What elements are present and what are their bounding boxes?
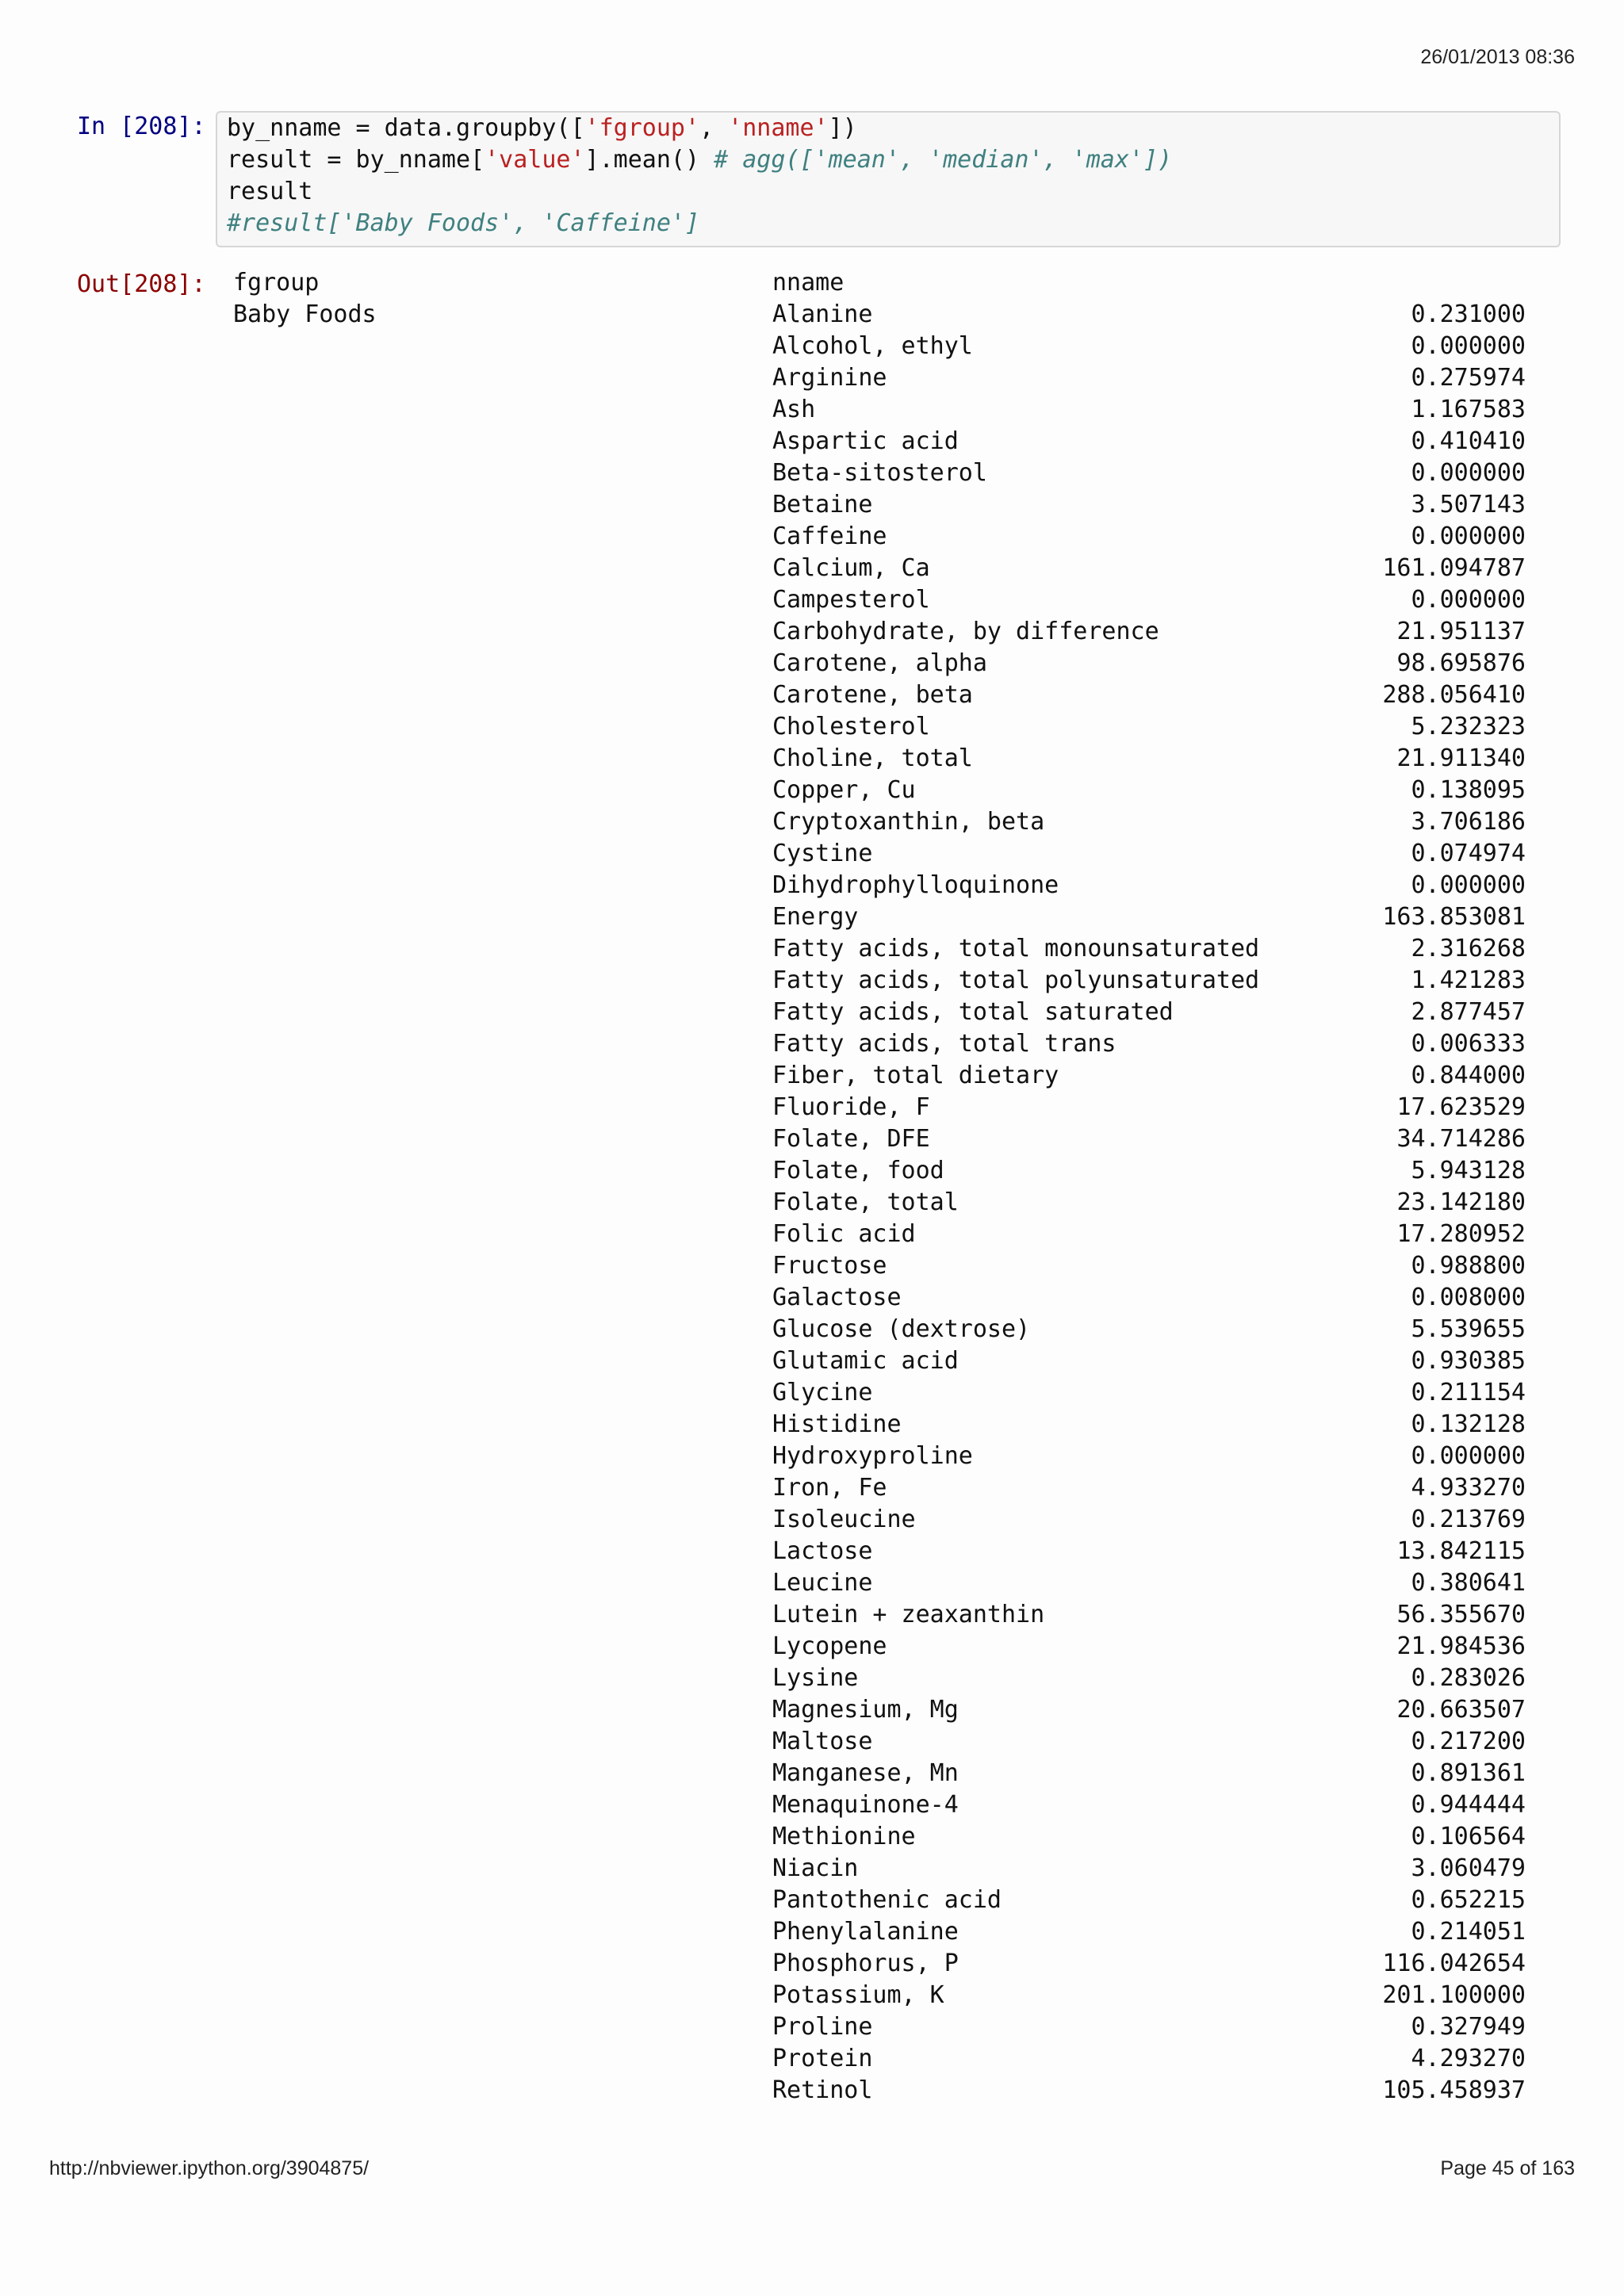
- table-row: [772, 1157, 1526, 1188]
- group-label: Baby Foods: [233, 300, 377, 328]
- table-row: [772, 586, 1526, 618]
- table-row: [772, 1030, 1526, 1062]
- row-value: 34.714286: [1396, 1125, 1526, 1153]
- table-row: [772, 1791, 1526, 1823]
- row-value: 288.056410: [1382, 681, 1526, 709]
- row-name: Carotene, alpha: [772, 649, 987, 677]
- row-value: 0.000000: [1411, 522, 1526, 550]
- row-value: 17.280952: [1396, 1220, 1526, 1248]
- row-name: Manganese, Mn: [772, 1759, 959, 1787]
- row-value: 56.355670: [1396, 1601, 1526, 1628]
- row-value: 0.074974: [1411, 840, 1526, 867]
- table-row: [772, 618, 1526, 649]
- row-name: Niacin: [772, 1854, 859, 1882]
- row-value: 0.000000: [1411, 459, 1526, 487]
- row-name: Cystine: [772, 840, 873, 867]
- table-row: [772, 1315, 1526, 1347]
- row-name: Menaquinone-4: [772, 1791, 959, 1819]
- table-row: [772, 935, 1526, 966]
- table-row: [772, 554, 1526, 586]
- row-value: 0.008000: [1411, 1284, 1526, 1311]
- row-value: 4.293270: [1411, 2045, 1526, 2072]
- table-row: [772, 427, 1526, 459]
- page-timestamp: 26/01/2013 08:36: [1420, 46, 1575, 68]
- row-value: 0.214051: [1411, 1918, 1526, 1946]
- table-row: [772, 998, 1526, 1030]
- table-row: [772, 1188, 1526, 1220]
- row-name: Caffeine: [772, 522, 887, 550]
- table-row: [772, 1664, 1526, 1696]
- row-value: 0.327949: [1411, 2013, 1526, 2041]
- table-row: [772, 522, 1526, 554]
- row-name: Proline: [772, 2013, 873, 2041]
- row-value: 0.000000: [1411, 871, 1526, 899]
- row-name: Fatty acids, total monounsaturated: [772, 935, 1260, 962]
- row-value: 0.217200: [1411, 1728, 1526, 1755]
- row-name: Arginine: [772, 364, 887, 392]
- page-number: Page 45 of 163: [1440, 2157, 1575, 2179]
- table-row: [772, 776, 1526, 808]
- table-row: [772, 300, 1526, 332]
- row-value: 1.167583: [1411, 396, 1526, 423]
- row-value: 116.042654: [1382, 1950, 1526, 1977]
- table-row: [772, 681, 1526, 713]
- row-name: Protein: [772, 2045, 873, 2072]
- row-name: Glutamic acid: [772, 1347, 959, 1375]
- row-value: 21.984536: [1396, 1632, 1526, 1660]
- row-name: Campesterol: [772, 586, 930, 614]
- table-row: [772, 1093, 1526, 1125]
- row-value: 4.933270: [1411, 1474, 1526, 1502]
- row-name: Fiber, total dietary: [772, 1062, 1059, 1089]
- row-value: 17.623529: [1396, 1093, 1526, 1121]
- table-row: [772, 1854, 1526, 1886]
- row-value: 0.380641: [1411, 1569, 1526, 1597]
- row-name: Glucose (dextrose): [772, 1315, 1031, 1343]
- row-value: 13.842115: [1396, 1537, 1526, 1565]
- table-row: [772, 1442, 1526, 1474]
- row-value: 0.988800: [1411, 1252, 1526, 1280]
- row-value: 0.930385: [1411, 1347, 1526, 1375]
- row-value: 201.100000: [1382, 1981, 1526, 2009]
- table-row: [772, 1728, 1526, 1759]
- output-prompt: Out[208]:: [77, 270, 206, 298]
- table-row: [772, 966, 1526, 998]
- row-name: Hydroxyproline: [772, 1442, 973, 1470]
- row-name: Copper, Cu: [772, 776, 916, 804]
- row-value: 105.458937: [1382, 2076, 1526, 2104]
- row-name: Fructose: [772, 1252, 887, 1280]
- row-name: Folate, DFE: [772, 1125, 930, 1153]
- table-row: [772, 649, 1526, 681]
- row-name: Fluoride, F: [772, 1093, 930, 1121]
- table-row: [772, 903, 1526, 935]
- row-name: Carotene, beta: [772, 681, 973, 709]
- table-row: [772, 1601, 1526, 1632]
- table-row: [772, 1918, 1526, 1950]
- row-name: Fatty acids, total saturated: [772, 998, 1174, 1026]
- footer-url[interactable]: http://nbviewer.ipython.org/3904875/: [49, 2157, 370, 2179]
- table-row: [772, 396, 1526, 427]
- table-row: [772, 1569, 1526, 1601]
- row-name: Retinol: [772, 2076, 873, 2104]
- row-value: 5.539655: [1411, 1315, 1526, 1343]
- row-name: Fatty acids, total trans: [772, 1030, 1116, 1058]
- row-name: Maltose: [772, 1728, 873, 1755]
- table-row: [772, 2013, 1526, 2045]
- row-value: 161.094787: [1382, 554, 1526, 582]
- row-value: 21.951137: [1396, 618, 1526, 645]
- row-value: 0.944444: [1411, 1791, 1526, 1819]
- row-name: Folic acid: [772, 1220, 916, 1248]
- table-row: [772, 1759, 1526, 1791]
- table-row: [772, 1410, 1526, 1442]
- column-header-nname: nname: [772, 269, 845, 297]
- row-value: 0.410410: [1411, 427, 1526, 455]
- code-line-3: result: [227, 178, 313, 205]
- table-row: [772, 1062, 1526, 1093]
- table-row: [772, 1474, 1526, 1506]
- table-row: [772, 1981, 1526, 2013]
- row-value: 5.232323: [1411, 713, 1526, 740]
- row-name: Folate, total: [772, 1188, 959, 1216]
- row-value: 2.877457: [1411, 998, 1526, 1026]
- table-row: [772, 1886, 1526, 1918]
- row-value: 3.706186: [1411, 808, 1526, 836]
- table-row: [772, 1347, 1526, 1379]
- row-name: Ash: [772, 396, 816, 423]
- row-name: Isoleucine: [772, 1506, 916, 1533]
- table-row: [772, 1220, 1526, 1252]
- row-name: Dihydrophylloquinone: [772, 871, 1059, 899]
- table-row: [772, 744, 1526, 776]
- table-row: [772, 1537, 1526, 1569]
- row-name: Leucine: [772, 1569, 873, 1597]
- row-name: Phosphorus, P: [772, 1950, 959, 1977]
- row-value: 0.106564: [1411, 1823, 1526, 1850]
- row-value: 0.891361: [1411, 1759, 1526, 1787]
- row-name: Aspartic acid: [772, 427, 959, 455]
- row-name: Lactose: [772, 1537, 873, 1565]
- row-value: 21.911340: [1396, 744, 1526, 772]
- table-row: [772, 808, 1526, 840]
- row-name: Lycopene: [772, 1632, 887, 1660]
- row-value: 5.943128: [1411, 1157, 1526, 1184]
- row-value: 163.853081: [1382, 903, 1526, 931]
- row-name: Carbohydrate, by difference: [772, 618, 1159, 645]
- row-name: Glycine: [772, 1379, 873, 1406]
- row-name: Fatty acids, total polyunsaturated: [772, 966, 1260, 994]
- row-name: Energy: [772, 903, 859, 931]
- row-name: Methionine: [772, 1823, 916, 1850]
- input-prompt: In [208]:: [77, 113, 206, 140]
- row-name: Beta-sitosterol: [772, 459, 987, 487]
- table-row: [772, 871, 1526, 903]
- row-value: 0.132128: [1411, 1410, 1526, 1438]
- table-row: [772, 1823, 1526, 1854]
- table-row: [772, 1125, 1526, 1157]
- row-name: Iron, Fe: [772, 1474, 887, 1502]
- row-value: 0.000000: [1411, 586, 1526, 614]
- row-name: Cryptoxanthin, beta: [772, 808, 1045, 836]
- row-value: 23.142180: [1396, 1188, 1526, 1216]
- row-value: 0.275974: [1411, 364, 1526, 392]
- code-line-2: result = by_nname['value'].mean() # agg(['mean', 'median', 'max']): [227, 146, 1173, 174]
- code-line-4: #result['Baby Foods', 'Caffeine']: [227, 209, 700, 237]
- table-row: [772, 1696, 1526, 1728]
- row-value: 0.652215: [1411, 1886, 1526, 1914]
- code-line-1: by_nname = data.groupby(['fgroup', 'nname']): [227, 114, 857, 142]
- row-value: 0.211154: [1411, 1379, 1526, 1406]
- table-row: [772, 1506, 1526, 1537]
- row-value: 98.695876: [1396, 649, 1526, 677]
- row-name: Phenylalanine: [772, 1918, 959, 1946]
- row-name: Histidine: [772, 1410, 902, 1438]
- row-name: Folate, food: [772, 1157, 944, 1184]
- row-value: 0.000000: [1411, 1442, 1526, 1470]
- row-value: 2.316268: [1411, 935, 1526, 962]
- table-row: [772, 1632, 1526, 1664]
- table-row: [772, 840, 1526, 871]
- row-name: Potassium, K: [772, 1981, 944, 2009]
- row-name: Pantothenic acid: [772, 1886, 1002, 1914]
- row-name: Lutein + zeaxanthin: [772, 1601, 1045, 1628]
- row-value: 0.844000: [1411, 1062, 1526, 1089]
- row-name: Choline, total: [772, 744, 973, 772]
- row-name: Betaine: [772, 491, 873, 519]
- table-row: [772, 459, 1526, 491]
- row-name: Alcohol, ethyl: [772, 332, 973, 360]
- table-row: [772, 491, 1526, 522]
- table-row: [772, 1379, 1526, 1410]
- row-value: 0.000000: [1411, 332, 1526, 360]
- table-row: [772, 2045, 1526, 2076]
- row-name: Calcium, Ca: [772, 554, 930, 582]
- row-name: Cholesterol: [772, 713, 930, 740]
- table-row: [772, 2076, 1526, 2108]
- row-value: 20.663507: [1396, 1696, 1526, 1724]
- table-row: [772, 1252, 1526, 1284]
- table-row: [772, 364, 1526, 396]
- row-name: Lysine: [772, 1664, 859, 1692]
- row-value: 0.231000: [1411, 300, 1526, 328]
- table-row: [772, 1284, 1526, 1315]
- row-name: Magnesium, Mg: [772, 1696, 959, 1724]
- row-value: 0.138095: [1411, 776, 1526, 804]
- table-row: [772, 713, 1526, 744]
- row-name: Alanine: [772, 300, 873, 328]
- table-row: [772, 332, 1526, 364]
- row-value: 0.283026: [1411, 1664, 1526, 1692]
- row-value: 3.507143: [1411, 491, 1526, 519]
- output-rows: [772, 300, 1526, 2108]
- row-name: Galactose: [772, 1284, 902, 1311]
- column-header-fgroup: fgroup: [233, 269, 320, 297]
- row-value: 0.006333: [1411, 1030, 1526, 1058]
- table-row: [772, 1950, 1526, 1981]
- row-value: 1.421283: [1411, 966, 1526, 994]
- row-value: 3.060479: [1411, 1854, 1526, 1882]
- row-value: 0.213769: [1411, 1506, 1526, 1533]
- code-cell[interactable]: [216, 111, 1561, 247]
